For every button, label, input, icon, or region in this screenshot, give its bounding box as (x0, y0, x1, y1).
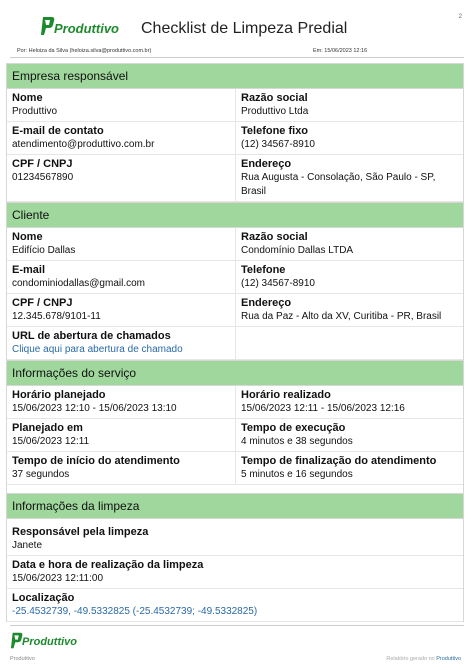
field-value: condominiodallas@gmail.com (12, 278, 145, 289)
cliente-row (7, 261, 463, 294)
servico-tempo-finalizacao (235, 452, 463, 484)
field-label: URL de abertura de chamados (12, 330, 171, 342)
field-value: (12) 34567-8910 (241, 139, 315, 150)
servico-tempo-inicio (7, 452, 235, 484)
field-value: Rua da Paz - Alto da XV, Curitiba - PR, Brasil (241, 311, 442, 322)
footer-generated-prefix: Relatório gerado no (386, 656, 435, 662)
footer-logo (10, 630, 80, 652)
date-meta: Em: 15/06/2023 12:16 (313, 48, 368, 54)
field-label: Telefone (241, 264, 286, 276)
cliente-email (7, 261, 235, 293)
empty-cell (235, 327, 463, 359)
field-label: Responsável pela limpeza (12, 526, 149, 538)
report-content (6, 63, 464, 622)
field-value: 15/06/2023 12:11:00 (12, 573, 104, 584)
empresa-nome (7, 89, 235, 121)
empresa-cpf (7, 155, 235, 201)
field-label: Telefone fixo (241, 125, 309, 137)
field-label: CPF / CNPJ (12, 158, 73, 170)
field-label: E-mail de contato (12, 125, 104, 137)
limpeza-localizacao (7, 589, 463, 621)
field-value: 37 segundos (12, 469, 70, 480)
field-label: Nome (12, 92, 43, 104)
logo-text: Produttivo (54, 21, 119, 36)
chamado-link[interactable]: Clique aqui para abertura de chamado (12, 344, 183, 355)
empresa-header: Empresa responsável (7, 64, 463, 89)
field-label: Nome (12, 231, 43, 243)
field-value: Produttivo Ltda (241, 106, 309, 117)
empresa-row (7, 89, 463, 122)
cliente-header: Cliente (7, 203, 463, 228)
cliente-row (7, 327, 463, 360)
empresa-endereco (235, 155, 463, 201)
field-value: Rua Augusta - Consolação, São Paulo - SP, Brasil (241, 172, 436, 197)
empresa-razao (235, 89, 463, 121)
field-label: Endereço (241, 297, 292, 309)
limpeza-row (7, 523, 463, 556)
field-value: (12) 34567-8910 (241, 278, 315, 289)
empresa-row (7, 155, 463, 202)
servico-row (7, 419, 463, 452)
limpeza-responsavel (7, 523, 463, 555)
servico-planejado (7, 386, 235, 418)
field-value: Janete (12, 540, 43, 551)
field-value: Edifício Dallas (12, 245, 76, 256)
field-value: 15/06/2023 12:11 (12, 436, 90, 447)
produttivo-logo (40, 15, 119, 41)
cliente-endereco (235, 294, 463, 326)
cliente-razao (235, 228, 463, 260)
field-value: atendimento@produttivo.com.br (12, 139, 155, 150)
cliente-row (7, 228, 463, 261)
footer-divider (10, 625, 464, 626)
field-label: Tempo de finalização do atendimento (241, 455, 437, 467)
cliente-cpf (7, 294, 235, 326)
document-title: Checklist de Limpeza Predial (141, 20, 348, 37)
field-label: Tempo de início do atendimento (12, 455, 180, 467)
limpeza-header: Informações da limpeza (7, 494, 463, 519)
page-number: 2 (458, 14, 462, 20)
limpeza-data (7, 556, 463, 588)
field-value: Produttivo (12, 106, 58, 117)
field-label: Endereço (241, 158, 292, 170)
footer-brand: Produttivo (10, 656, 35, 662)
author-meta: Por: Heloiza da Silva (heloiza.silva@produttivo.com.br) (17, 48, 152, 54)
field-label: Horário realizado (241, 389, 331, 401)
limpeza-row (7, 556, 463, 589)
limpeza-section (6, 493, 464, 622)
field-label: Tempo de execução (241, 422, 346, 434)
servico-header: Informações do serviço (7, 361, 463, 386)
servico-planejado-em (7, 419, 235, 451)
servico-row (7, 452, 463, 485)
cliente-url (7, 327, 235, 359)
field-value: 12.345.678/9101-11 (12, 311, 101, 322)
servico-row (7, 386, 463, 419)
field-label: Localização (12, 592, 75, 604)
field-label: Horário planejado (12, 389, 106, 401)
section-spacer (7, 485, 463, 493)
field-value: 15/06/2023 12:11 - 15/06/2023 12:16 (241, 403, 405, 414)
field-value: 01234567890 (12, 172, 74, 183)
field-label: E-mail (12, 264, 46, 276)
field-value: Condomínio Dallas LTDA (241, 245, 354, 256)
limpeza-row (7, 589, 463, 622)
field-value: 5 minutos e 16 segundos (241, 469, 353, 480)
field-value: 15/06/2023 12:10 - 15/06/2023 13:10 (12, 403, 177, 414)
location-link[interactable]: -25.4532739, -49.5332825 (-25.4532739; -49.5332825) (12, 606, 258, 617)
servico-realizado (235, 386, 463, 418)
empresa-email (7, 122, 235, 154)
servico-tempo-execucao (235, 419, 463, 451)
servico-section (6, 360, 464, 493)
header-divider (10, 57, 464, 58)
cliente-nome (7, 228, 235, 260)
footer-logo-text: Produttivo (22, 636, 77, 648)
field-label: Planejado em (12, 422, 83, 434)
cliente-telefone (235, 261, 463, 293)
field-value: 4 minutos e 38 segundos (241, 436, 353, 447)
footer-generated-link[interactable]: Produttivo (436, 656, 461, 662)
footer-generated (386, 656, 461, 662)
field-label: CPF / CNPJ (12, 297, 73, 309)
empresa-section (6, 63, 464, 202)
cliente-row (7, 294, 463, 327)
empresa-row (7, 122, 463, 155)
cliente-section (6, 202, 464, 360)
field-label: Razão social (241, 92, 308, 104)
empresa-telefone (235, 122, 463, 154)
field-label: Data e hora de realização da limpeza (12, 559, 204, 571)
field-label: Razão social (241, 231, 308, 243)
